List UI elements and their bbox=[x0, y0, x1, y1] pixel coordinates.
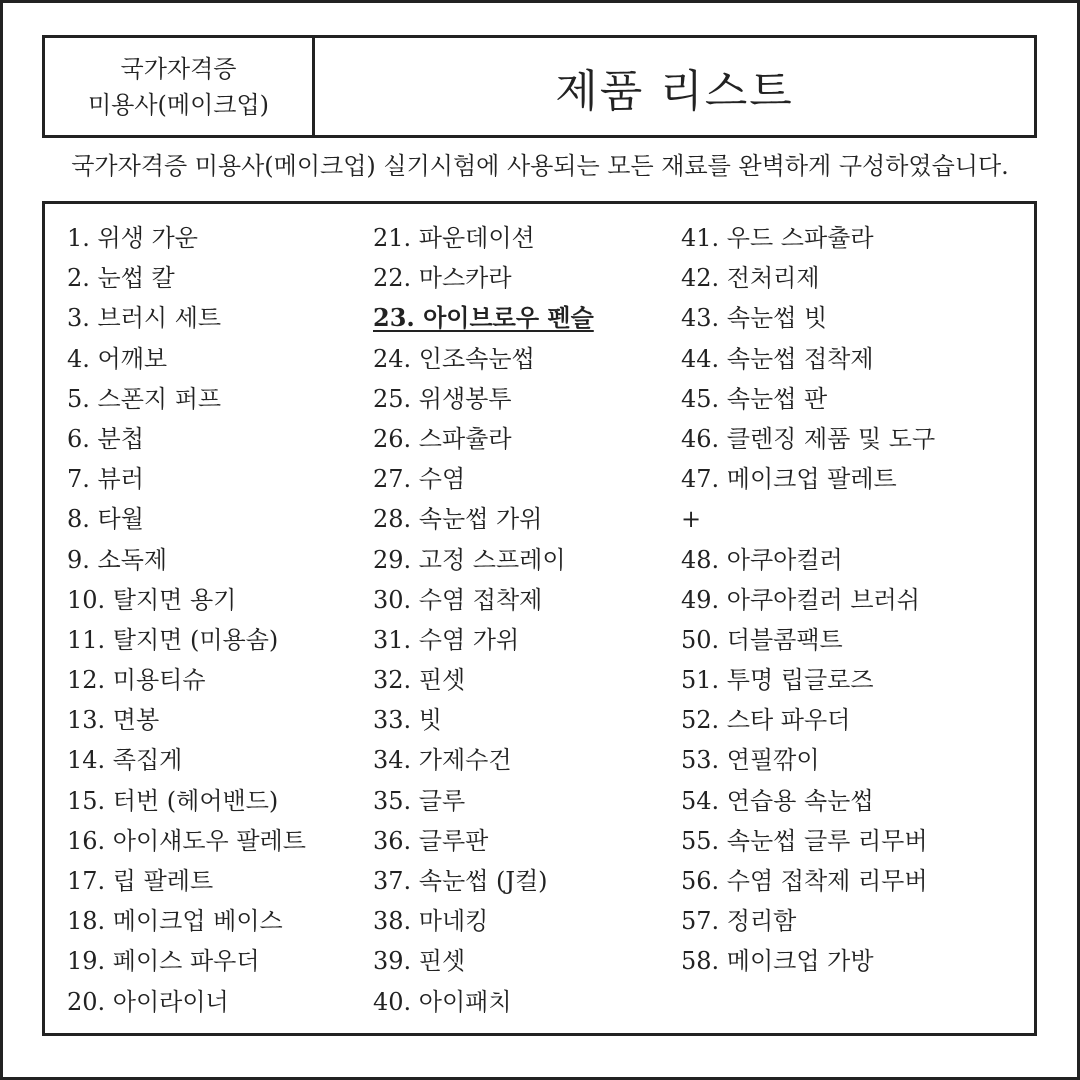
list-separator: + bbox=[681, 505, 702, 534]
list-item: 43. 속눈썹 빗 bbox=[681, 304, 828, 333]
list-item: 8. 타월 bbox=[67, 505, 144, 534]
list-item: 24. 인조속눈썹 bbox=[373, 344, 535, 373]
page-subtitle: 국가자격증 미용사(메이크업) 실기시험에 사용되는 모든 재료를 완벽하게 구성하였습니다. bbox=[71, 152, 1009, 180]
list-item: 16. 아이섀도우 팔레트 bbox=[67, 826, 306, 855]
list-item: 25. 위생봉투 bbox=[373, 384, 512, 413]
list-item: 34. 가제수건 bbox=[373, 746, 512, 775]
list-item: 53. 연필깎이 bbox=[681, 746, 820, 775]
list-item: 44. 속눈썹 접착제 bbox=[681, 344, 874, 373]
list-item: 13. 면봉 bbox=[67, 706, 160, 735]
certificate-label bbox=[45, 38, 315, 135]
list-item: 22. 마스카라 bbox=[373, 264, 512, 293]
list-item: 50. 더블콤팩트 bbox=[681, 625, 843, 654]
product-column-1 bbox=[67, 218, 306, 1022]
list-item: 49. 아쿠아컬러 브러쉬 bbox=[681, 585, 920, 614]
list-item: 48. 아쿠아컬러 bbox=[681, 545, 843, 574]
list-item: 18. 메이크업 베이스 bbox=[67, 907, 283, 936]
list-item: 35. 글루 bbox=[373, 786, 466, 815]
list-item: 41. 우드 스파츌라 bbox=[681, 224, 874, 252]
product-list-box bbox=[42, 201, 1037, 1036]
list-item: 52. 스타 파우더 bbox=[681, 706, 851, 735]
list-item: 23. 아이브로우 펜슬 bbox=[373, 303, 594, 333]
list-item: 47. 메이크업 팔레트 bbox=[681, 465, 897, 494]
list-item: 57. 정리함 bbox=[681, 907, 797, 936]
list-item: 58. 메이크업 가방 bbox=[681, 947, 874, 976]
list-item: 42. 전처리제 bbox=[681, 264, 820, 293]
list-item: 32. 핀셋 bbox=[373, 666, 466, 695]
certificate-line-1: 국가자격증 bbox=[120, 54, 237, 83]
list-item: 17. 립 팔레트 bbox=[67, 867, 214, 895]
list-item: 38. 마네킹 bbox=[373, 907, 489, 936]
list-item: 46. 클렌징 제품 및 도구 bbox=[681, 424, 936, 453]
list-item: 26. 스파츌라 bbox=[373, 424, 512, 453]
list-item: 7. 뷰러 bbox=[67, 465, 144, 494]
list-item: 55. 속눈썹 글루 리무버 bbox=[681, 826, 928, 855]
list-item: 10. 탈지면 용기 bbox=[67, 585, 237, 614]
list-item: 29. 고정 스프레이 bbox=[373, 545, 566, 574]
list-item: 37. 속눈썹 (J컬) bbox=[373, 867, 548, 895]
product-column-3 bbox=[681, 218, 935, 982]
list-item: 6. 분첩 bbox=[67, 424, 144, 453]
list-item: 30. 수염 접착제 bbox=[373, 585, 543, 614]
list-item: 56. 수염 접착제 리무버 bbox=[681, 867, 928, 895]
page-title: 제품 리스트 bbox=[555, 65, 794, 117]
list-item: 33. 빗 bbox=[373, 706, 442, 735]
list-item: 54. 연습용 속눈썹 bbox=[681, 786, 874, 815]
list-item: 36. 글루판 bbox=[373, 826, 489, 855]
list-item: 14. 족집게 bbox=[67, 746, 183, 775]
list-item: 28. 속눈썹 가위 bbox=[373, 505, 543, 534]
list-item: 39. 핀셋 bbox=[373, 947, 466, 976]
certificate-line-2: 미용사(메이크업) bbox=[87, 90, 269, 119]
list-item: 11. 탈지면 (미용솜) bbox=[67, 625, 279, 654]
list-item: 51. 투명 립글로즈 bbox=[681, 666, 874, 695]
header-box bbox=[42, 35, 1037, 138]
list-item: 5. 스폰지 퍼프 bbox=[67, 384, 222, 413]
list-item: 40. 아이패치 bbox=[373, 987, 512, 1016]
list-item: 45. 속눈썹 판 bbox=[681, 384, 828, 413]
list-item: 2. 눈썹 칼 bbox=[67, 264, 175, 293]
list-item: 1. 위생 가운 bbox=[67, 224, 198, 252]
list-item: 20. 아이라이너 bbox=[67, 987, 229, 1016]
list-item: 3. 브러시 세트 bbox=[67, 304, 222, 333]
list-item: 9. 소독제 bbox=[67, 545, 168, 574]
list-item: 12. 미용티슈 bbox=[67, 666, 206, 695]
list-item: 27. 수염 bbox=[373, 465, 466, 494]
list-item: 21. 파운데이션 bbox=[373, 224, 535, 252]
product-column-2 bbox=[373, 218, 594, 1022]
list-item: 4. 어깨보 bbox=[67, 344, 168, 373]
list-item: 19. 페이스 파우더 bbox=[67, 947, 260, 976]
list-item: 31. 수염 가위 bbox=[373, 625, 520, 654]
list-item: 15. 터번 (헤어밴드) bbox=[67, 786, 279, 815]
